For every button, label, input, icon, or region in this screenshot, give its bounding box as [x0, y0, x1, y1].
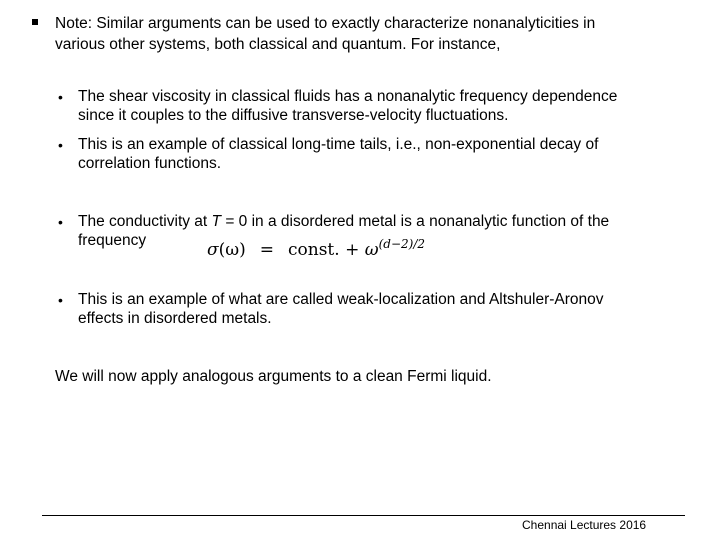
bullet-dot-icon: • [58, 137, 63, 153]
bullet-1-line-1: The shear viscosity in classical fluids has a nonanalytic frequency dependence [78, 88, 618, 105]
eq-sigma: σ [207, 240, 219, 260]
eq-exponent: (d−2)/2 [378, 237, 426, 251]
bullet-3-line-1 [78, 212, 609, 232]
bullet-dot-icon: • [58, 89, 63, 105]
bullet-dot-icon: • [58, 292, 63, 308]
eq-omega: ω [364, 240, 379, 260]
square-bullet-icon [32, 19, 38, 25]
bullet-2-line-1: This is an example of classical long-time tails, i.e., non-exponential decay of [78, 136, 599, 153]
eq-equals: = [259, 240, 274, 260]
eq-plus: + [345, 240, 360, 260]
conclusion-text: We will now apply analogous arguments to a clean Fermi liquid. [55, 368, 492, 385]
bullet-4-line-2: effects in disordered metals. [78, 310, 272, 327]
temperature-variable: T [211, 213, 222, 230]
eq-lhs-arg: (ω) [218, 240, 246, 260]
bullet-4-line-1: This is an example of what are called weak-localization and Altshuler-Aronov [78, 291, 604, 308]
bullet-1-line-2: since it couples to the diffusive transverse-velocity fluctuations. [78, 107, 509, 124]
note-line-1: Note: Similar arguments can be used to exactly characterize nonanalyticities in [55, 15, 596, 32]
conductivity-equation [207, 238, 425, 263]
note-line-2: various other systems, both classical and quantum. For instance, [55, 36, 501, 53]
bullet-3-prefix: The conductivity at [78, 213, 212, 230]
footer-divider [42, 515, 685, 516]
bullet-dot-icon: • [58, 214, 63, 230]
eq-const: const. [288, 240, 340, 260]
bullet-2-line-2: correlation functions. [78, 155, 222, 172]
bullet-3-suffix: = 0 in a disordered metal is a nonanalytic function of the [221, 213, 610, 230]
footer-text: Chennai Lectures 2016 [522, 518, 647, 532]
bullet-3-line-2: frequency [78, 232, 147, 249]
